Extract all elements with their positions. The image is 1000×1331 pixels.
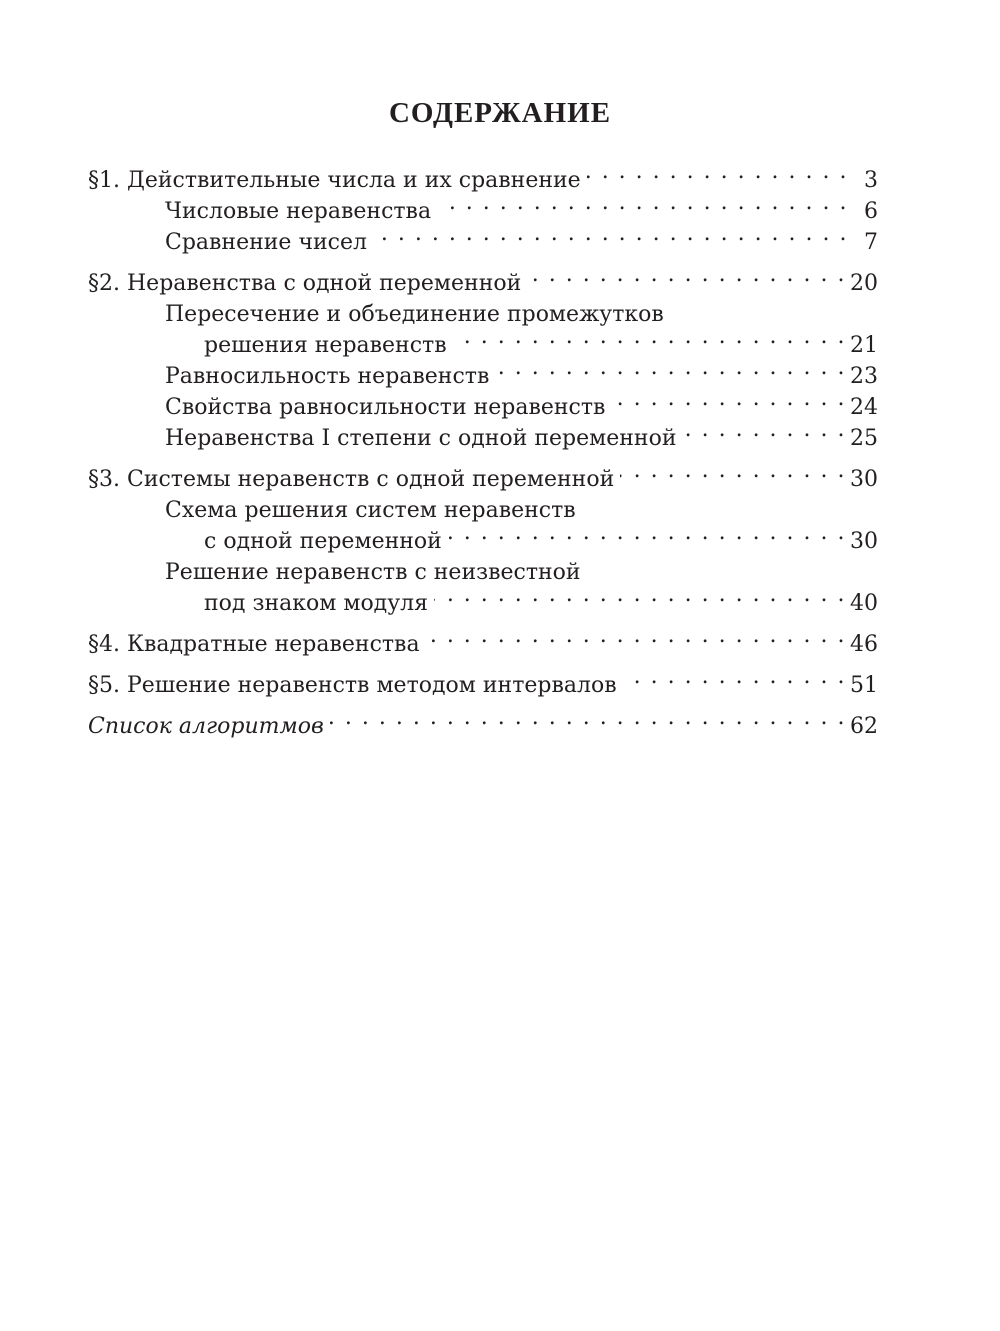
dot-leader	[620, 466, 846, 486]
toc-entry-label: Свойства равносильности неравенств	[165, 395, 606, 420]
table-of-contents	[88, 165, 878, 742]
dot-leader	[682, 425, 846, 445]
toc-entry-subsection[interactable]	[88, 423, 878, 454]
toc-entry-label: под знаком модуля	[204, 591, 429, 616]
dot-leader	[434, 590, 846, 610]
toc-entry-page: 20	[850, 271, 878, 296]
toc-entry-page: 23	[850, 364, 878, 389]
dot-leader	[623, 672, 846, 692]
toc-entry-subsection[interactable]	[88, 196, 878, 227]
toc-entry-subsection[interactable]	[88, 361, 878, 392]
toc-entry-page: 30	[850, 529, 878, 554]
toc-entry-page: 6	[864, 199, 878, 224]
toc-entry-subsection-line[interactable]	[88, 557, 878, 588]
toc-entry-page: 7	[864, 230, 878, 255]
toc-entry-subsection-continuation[interactable]	[88, 330, 878, 361]
dot-leader	[448, 528, 846, 548]
toc-entry-subsection-continuation[interactable]	[88, 526, 878, 557]
dot-leader	[437, 198, 848, 218]
toc-entry-label: Неравенства I степени с одной переменной	[165, 426, 677, 451]
toc-entry-section-1[interactable]	[88, 165, 878, 196]
toc-entry-subsection[interactable]	[88, 227, 878, 258]
dot-leader	[587, 167, 848, 187]
dot-leader	[453, 332, 846, 352]
dot-leader	[373, 229, 848, 249]
toc-entry-label: §1. Действительные числа и их сравнение	[88, 168, 581, 193]
toc-entry-page: 51	[850, 673, 878, 698]
toc-entry-page: 21	[850, 333, 878, 358]
toc-entry-section-5[interactable]	[88, 670, 878, 701]
toc-entry-label: Схема решения систем неравенств	[165, 498, 576, 523]
dot-leader	[495, 363, 846, 383]
toc-entry-label: Пересечение и объединение промежутков	[165, 302, 664, 327]
toc-entry-label: §3. Системы неравенств с одной переменной	[88, 467, 615, 492]
toc-entry-page: 25	[850, 426, 878, 451]
toc-entry-subsection[interactable]	[88, 392, 878, 423]
toc-entry-label: с одной переменной	[204, 529, 442, 554]
toc-entry-page: 62	[850, 714, 878, 739]
toc-entry-label: Числовые неравенства	[165, 199, 432, 224]
toc-entry-label: Решение неравенств с неизвестной	[165, 560, 581, 585]
toc-title: СОДЕРЖАНИЕ	[388, 97, 612, 129]
dot-leader	[611, 394, 846, 414]
toc-entry-section-2[interactable]	[88, 268, 878, 299]
toc-entry-label: §2. Неравенства с одной переменной	[88, 271, 522, 296]
toc-entry-page: 40	[850, 591, 878, 616]
toc-entry-label: §4. Квадратные неравенства	[88, 632, 420, 657]
toc-entry-label: Сравнение чисел	[165, 230, 367, 255]
toc-entry-subsection-continuation[interactable]	[88, 588, 878, 619]
toc-entry-subsection-line[interactable]	[88, 299, 878, 330]
toc-entry-page: 3	[864, 168, 878, 193]
toc-entry-page: 30	[850, 467, 878, 492]
toc-entry-algorithms-list[interactable]	[88, 711, 878, 742]
dot-leader	[426, 631, 846, 651]
dot-leader	[330, 713, 846, 733]
toc-entry-section-4[interactable]	[88, 629, 878, 660]
toc-entry-subsection-line[interactable]	[88, 495, 878, 526]
toc-entry-label: Список алгоритмов	[88, 714, 324, 739]
toc-entry-label: Равносильность неравенств	[165, 364, 490, 389]
toc-entry-section-3[interactable]	[88, 464, 878, 495]
toc-entry-label: решения неравенств	[204, 333, 447, 358]
dot-leader	[527, 270, 846, 290]
toc-entry-page: 24	[850, 395, 878, 420]
toc-entry-label: §5. Решение неравенств методом интервалов	[88, 673, 617, 698]
toc-entry-page: 46	[850, 632, 878, 657]
